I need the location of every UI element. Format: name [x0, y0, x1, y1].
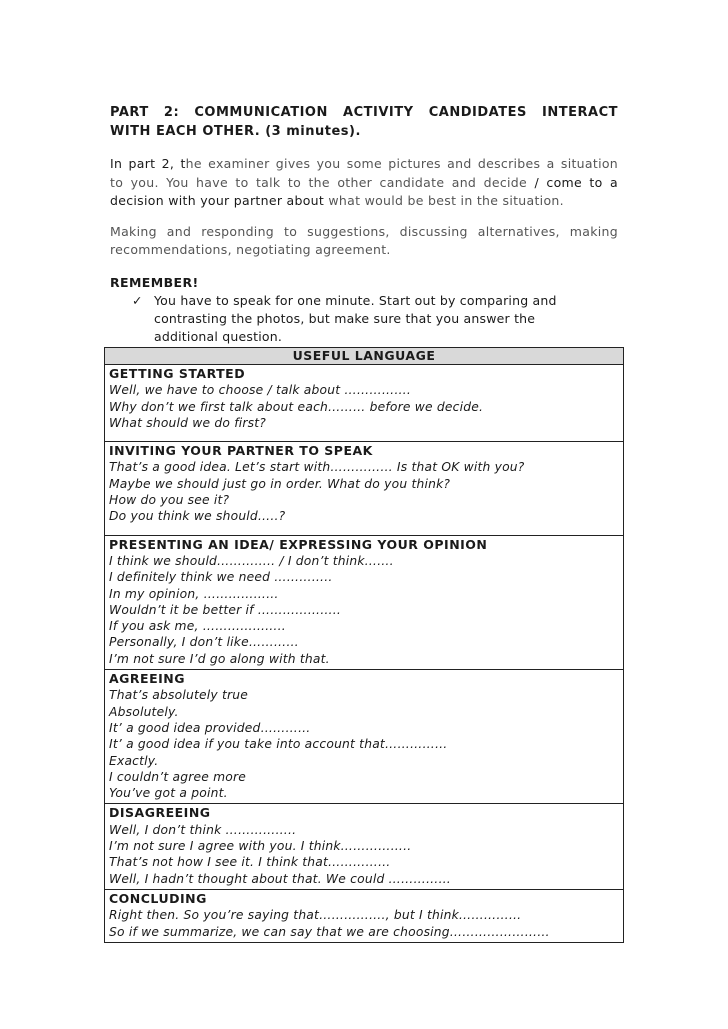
table-section — [105, 442, 623, 535]
phrase-line: It’ a good idea if you take into account that…………… — [109, 737, 448, 752]
part-heading — [110, 103, 618, 141]
intro-lead: In part 2, t — [110, 156, 186, 171]
phrase-line: That’s not how I see it. I think that…………… — [109, 855, 391, 870]
intro-line-3b: what would be best in the situation. — [324, 193, 564, 208]
phrase-line: That’s absolutely true — [109, 688, 248, 703]
remember-line-2: contrasting the photos, but make sure that you answer the — [154, 310, 536, 326]
phrase-line: Well, I don’t think …………….. — [109, 822, 297, 837]
intro-line-3a: decision with your partner about — [110, 193, 325, 208]
remember-line-3: additional question. — [154, 328, 283, 344]
phrase-line: Wouldn’t it be better if ……………….. — [109, 602, 341, 617]
heading-line-2: WITH EACH OTHER. (3 minutes). — [110, 124, 361, 139]
check-icon: ✓ — [132, 292, 143, 308]
section-title: INVITING YOUR PARTNER TO SPEAK — [109, 443, 373, 459]
functions-paragraph — [110, 223, 618, 260]
phrase-line: What should we do first? — [109, 415, 266, 430]
phrase-line: In my opinion, ……………… — [109, 586, 279, 601]
section-spacer — [109, 431, 620, 439]
useful-language-table — [104, 347, 624, 943]
phrase-line: I definitely think we need ………….. — [109, 570, 333, 585]
phrase-line: Personally, I don’t like………… — [109, 635, 299, 650]
phrase-line: Do you think we should…..? — [109, 509, 286, 524]
intro-line-2b: / come to a — [527, 174, 618, 190]
table-section — [105, 670, 623, 804]
phrase-line: I’m not sure I’d go along with that. — [109, 651, 330, 666]
intro-line-2 — [110, 174, 618, 193]
functions-line-2: recommendations, negotiating agreement. — [110, 242, 391, 257]
phrase-line: It’ a good idea provided………… — [109, 720, 311, 735]
phrase-line: Right then. So you’re saying that……………., but I think…………… — [109, 908, 522, 923]
heading-line-1: PART 2: COMMUNICATION ACTIVITY CANDIDATES INTERACT — [110, 105, 618, 120]
page-content — [110, 103, 618, 346]
phrase-line: Absolutely. — [109, 704, 179, 719]
table-sections — [105, 365, 623, 942]
table-section — [105, 365, 623, 442]
functions-line-1: Making and responding to suggestions, discussing alternatives, making — [110, 223, 618, 239]
section-spacer — [109, 525, 620, 533]
section-title: CONCLUDING — [109, 890, 207, 906]
phrase-line: Well, I hadn’t thought about that. We could …………… — [109, 871, 452, 886]
phrase-line: Well, we have to choose / talk about ……………. — [109, 383, 411, 398]
intro-line-1 — [110, 155, 618, 174]
remember-line-1: You have to speak for one minute. Start out by comparing and — [154, 292, 557, 308]
remember-bullet — [132, 292, 618, 346]
section-title: PRESENTING AN IDEA/ EXPRESSING YOUR OPINION — [109, 536, 488, 552]
remember-title: REMEMBER! — [110, 274, 199, 290]
phrase-line: I think we should………….. / I don’t think……. — [109, 553, 394, 568]
phrase-line: Maybe we should just go in order. What do you think? — [109, 476, 451, 491]
phrase-line: I couldn’t agree more — [109, 769, 247, 784]
intro-line-3 — [110, 192, 618, 211]
phrase-line: If you ask me, ……………….. — [109, 619, 286, 634]
section-title: AGREEING — [109, 671, 186, 687]
phrase-line: You’ve got a point. — [109, 786, 228, 801]
intro-paragraph — [110, 155, 618, 211]
table-section — [105, 536, 623, 670]
phrase-line: I’m not sure I agree with you. I think…………….. — [109, 839, 412, 854]
intro-seg-1: he examiner gives you some pictures and describes a situation — [185, 156, 619, 171]
intro-line-2a: to you. You have to talk to the other candidate and decide — [110, 174, 528, 190]
phrase-line: Exactly. — [109, 753, 159, 768]
section-title: DISAGREEING — [109, 805, 211, 821]
table-header: USEFUL LANGUAGE — [105, 348, 623, 365]
phrase-line: So if we summarize, we can say that we are choosing…………………… — [109, 924, 550, 939]
table-section — [105, 890, 623, 942]
section-title: GETTING STARTED — [109, 366, 246, 381]
table-section — [105, 804, 623, 889]
phrase-line: Why don’t we first talk about each……… before we decide. — [109, 399, 484, 414]
remember-text — [154, 292, 557, 346]
phrase-line: That’s a good idea. Let’s start with…………… Is that OK with you? — [109, 460, 525, 475]
phrase-line: How do you see it? — [109, 493, 230, 508]
